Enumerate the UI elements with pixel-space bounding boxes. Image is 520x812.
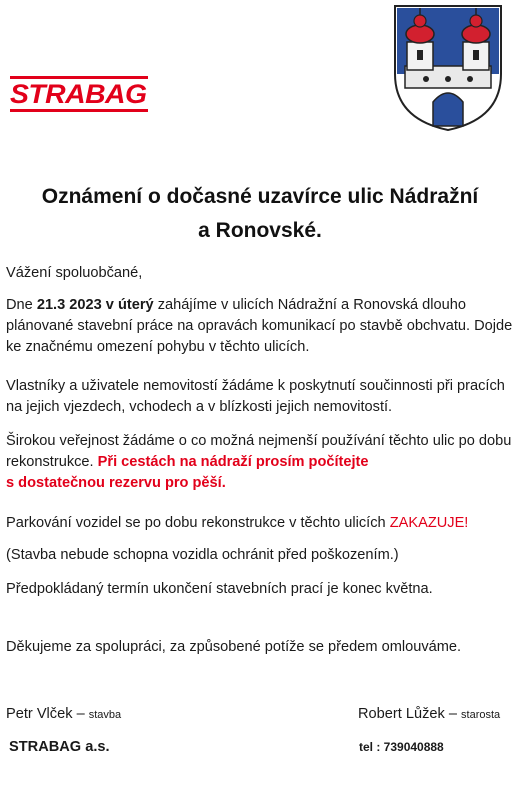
paragraph-parking bbox=[6, 513, 516, 534]
greeting: Vážení spoluobčané, bbox=[6, 265, 143, 281]
p1-pre: Dne bbox=[6, 297, 37, 313]
town-coat-of-arms bbox=[393, 4, 503, 132]
signer-left-dash: – bbox=[72, 706, 89, 722]
logo-bottom-bar bbox=[10, 109, 148, 112]
paragraph-end-date: Předpokládaný termín ukončení stavebních prací je konec května. bbox=[6, 581, 433, 597]
signer-left-role: stavba bbox=[88, 709, 122, 721]
signature-left bbox=[6, 704, 256, 726]
p4-pre: Parkování vozidel se po dobu rekonstrukce v těchto ulicích bbox=[6, 515, 390, 531]
signer-right-dash: – bbox=[444, 706, 462, 722]
thanks-line: Děkujeme za spolupráci, za způsobené potíže se předem omlouváme. bbox=[6, 639, 462, 655]
phone-number: tel : 739040888 bbox=[359, 740, 444, 754]
paragraph-start-date bbox=[6, 295, 516, 358]
strabag-logo bbox=[10, 76, 148, 112]
p1-rest: zahájíme v ulicích Nádražní a Ronovská dlouho plánované stavební práce na opravách komunikací po stavbě obchvatu. Dojde ke značnému omezení pohybu v těchto ulicích. bbox=[6, 297, 513, 355]
signer-right-role: starosta bbox=[461, 709, 501, 721]
paragraph-public bbox=[6, 431, 516, 494]
parking-ban: ZAKAZUJE! bbox=[389, 515, 469, 531]
warning-line-1: Při cestách na nádraží prosím počítejte bbox=[97, 454, 369, 470]
p3-pre: Širokou veřejnost žádáme o co možná nejmenší používání těchto ulic po dobu rekonstrukce. bbox=[6, 433, 512, 470]
signature-right bbox=[358, 704, 518, 726]
paragraph-liability: (Stavba nebude schopna vozidla ochránit před poškozením.) bbox=[6, 547, 399, 563]
signer-left-name: Petr Vlček bbox=[6, 706, 73, 722]
company-name: STRABAG a.s. bbox=[9, 739, 110, 755]
title-line-1: Oznámení o dočasné uzavírce ulic Nádražní bbox=[41, 185, 479, 208]
notice-title bbox=[0, 180, 520, 248]
paragraph-owners: Vlastníky a uživatele nemovitostí žádáme k poskytnutí součinnosti při pracích na jejich vjezdech, vchodech a v blízkosti jejich nemovitostí. bbox=[6, 378, 505, 415]
start-date: 21.3 2023 v úterý bbox=[36, 297, 154, 313]
title-line-2: a Ronovské. bbox=[198, 219, 322, 242]
warning-line-2: s dostatečnou rezervu pro pěší. bbox=[6, 475, 226, 491]
logo-wordmark: STRABAG bbox=[10, 79, 147, 109]
signer-right-name: Robert Lůžek bbox=[358, 706, 445, 722]
